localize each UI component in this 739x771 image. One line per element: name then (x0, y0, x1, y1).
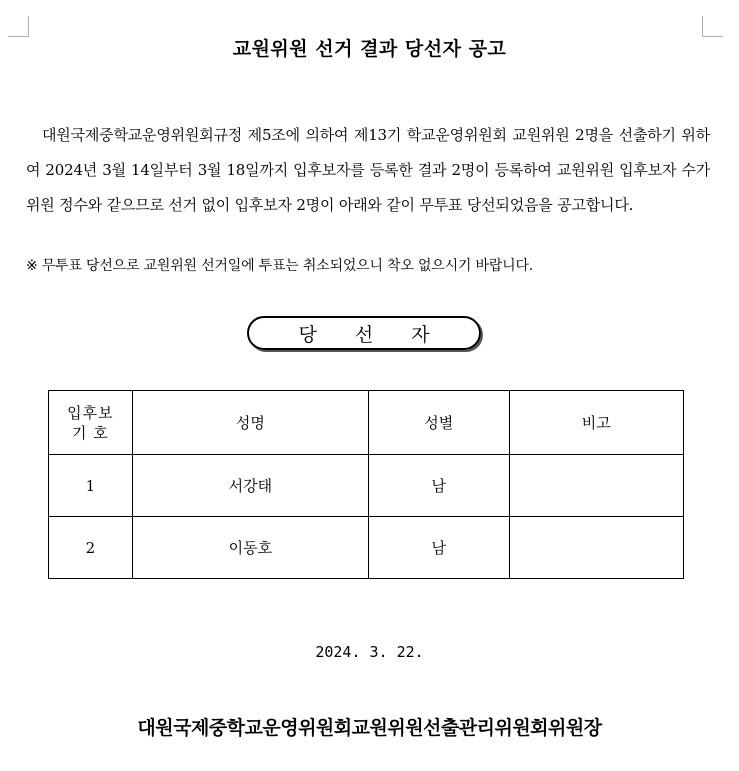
table-row (49, 455, 684, 517)
winners-section-label: 당선자 (247, 316, 481, 350)
header-candidate-number-line1: 입후보 (67, 403, 114, 422)
signer-title: 대원국제중학교운영위원회교원위원선출관리위원회위원장 (137, 717, 602, 739)
cell-candidate-number: 2 (49, 517, 133, 579)
table-header-row (49, 391, 684, 455)
header-remarks: 비고 (509, 391, 683, 455)
header-candidate-number (49, 391, 133, 455)
cell-remarks (509, 455, 683, 517)
header-gender: 성별 (368, 391, 509, 455)
cell-gender: 남 (368, 455, 509, 517)
header-candidate-number-line2: 기 호 (72, 423, 109, 442)
cell-candidate-number: 1 (49, 455, 133, 517)
table-row (49, 517, 684, 579)
header-name: 성명 (132, 391, 368, 455)
cell-name: 서강태 (132, 455, 368, 517)
announcement-note: ※ 무투표 당선으로 교원위원 선거일에 투표는 취소되었으니 착오 없으시기 바랍니다. (26, 258, 534, 274)
winners-table (48, 390, 684, 579)
cell-gender: 남 (368, 517, 509, 579)
announcement-date: 2024. 3. 22. (315, 643, 424, 661)
cell-name: 이동호 (132, 517, 368, 579)
cell-remarks (509, 517, 683, 579)
document-title: 교원위원 선거 결과 당선자 공고 (232, 38, 507, 60)
announcement-body: 대원국제중학교운영위원회규정 제5조에 의하여 제13기 학교운영위원회 교원위원 2명을 선출하기 위하여 2024년 3월 14일부터 3월 18일까지 입후보자를 등록한 결과 2명이 등록하여 교원위원 입후보자 수가 위원 정수와 같으므로 선거 없이 입후보자 2명이 아래와 같이 무투표 당선되었음을 공고합니다. (26, 126, 710, 214)
